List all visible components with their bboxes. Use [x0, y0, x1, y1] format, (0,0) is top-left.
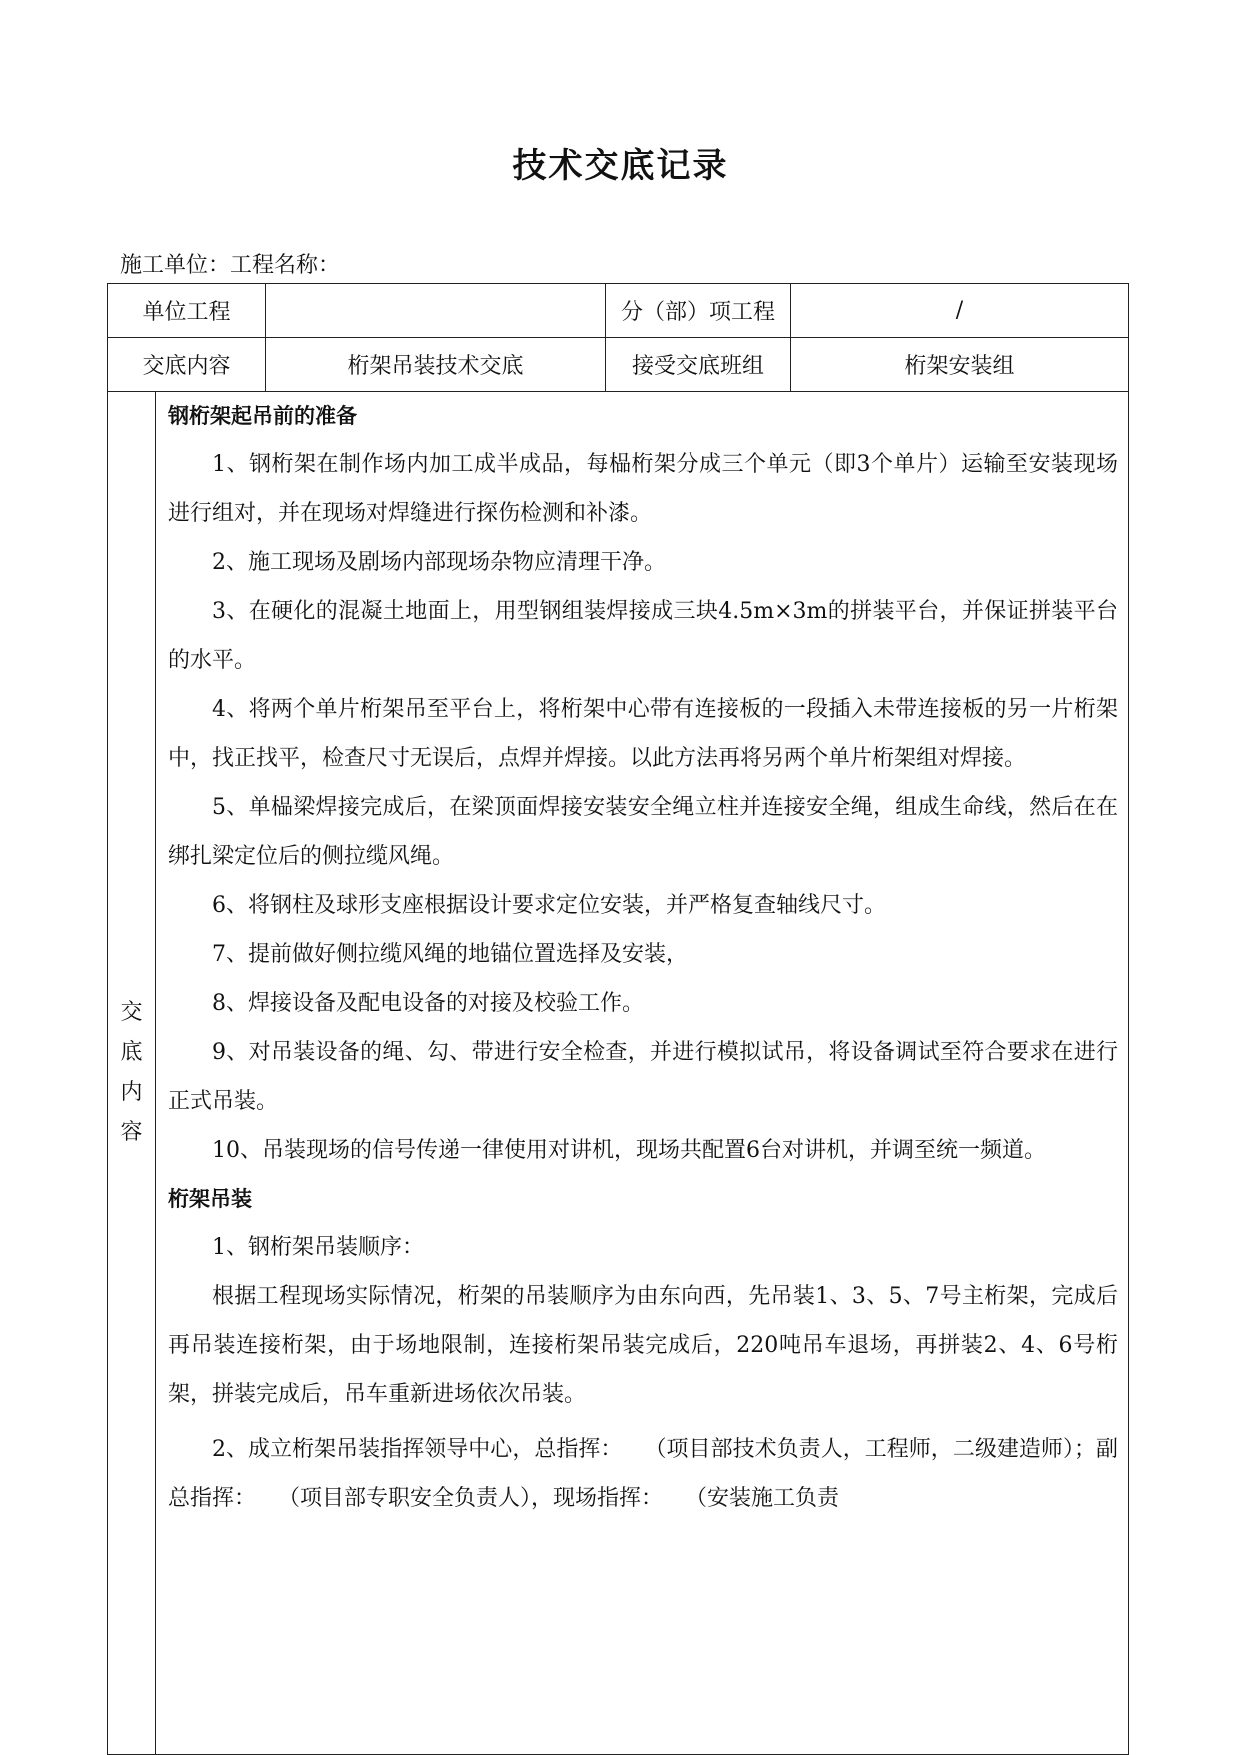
list-item: 2、施工现场及剧场内部现场杂物应清理干净。 — [212, 550, 666, 575]
list-item: 1、钢桁架吊装顺序： — [212, 1235, 424, 1260]
table-row-unit-project — [108, 284, 1129, 338]
paragraph-hoisting-order: 根据工程现场实际情况，桁架的吊装顺序为由东向西，先吊装1、3、5、7号主桁架，完成后再吊装连接桁架，由于场地限制，连接桁架吊装完成后，220吨吊车退场，再拼装2、4、6号桁架，拼装完成后，吊车重新进场依次吊装。 — [168, 1284, 1119, 1407]
label-receiving-team: 接受交底班组 — [606, 338, 791, 392]
section-heading-preparation: 钢桁架起吊前的准备 — [168, 404, 357, 428]
value-unit-project — [266, 284, 606, 338]
page-title: 技术交底记录 — [512, 146, 729, 186]
disclosure-content-body — [156, 392, 1129, 1755]
label-disclosure-content: 交底内容 — [108, 338, 266, 392]
list-item: 2、成立桁架吊装指挥领导中心，总指挥： （项目部技术负责人，工程师，二级建造师）；副总指挥： （项目部专职安全负责人），现场指挥： （安装施工负责 — [168, 1437, 1119, 1511]
list-item: 8、焊接设备及配电设备的对接及校验工作。 — [212, 991, 644, 1016]
label-unit-project: 单位工程 — [108, 284, 266, 338]
list-item: 3、在硬化的混凝土地面上，用型钢组装焊接成三块4.5m×3m的拼装平台，并保证拼装平台的水平。 — [168, 599, 1119, 673]
table-row-disclosure-content — [108, 338, 1129, 392]
value-disclosure-content: 桁架吊装技术交底 — [266, 338, 606, 392]
table-row-content-body — [108, 392, 1129, 1755]
section-heading-truss-hoisting: 桁架吊装 — [168, 1187, 252, 1211]
list-item: 5、单榀梁焊接完成后，在梁顶面焊接安装安全绳立柱并连接安全绳，组成生命线，然后在在绑扎梁定位后的侧拉缆风绳。 — [168, 795, 1119, 869]
value-subproject: / — [791, 284, 1129, 338]
side-char: 内 — [120, 1080, 143, 1105]
list-item: 6、将钢柱及球形支座根据设计要求定位安装，并严格复查轴线尺寸。 — [212, 893, 886, 918]
list-item: 7、提前做好侧拉缆风绳的地锚位置选择及安装， — [212, 942, 688, 967]
side-char: 交 — [120, 1000, 143, 1025]
list-item: 9、对吊装设备的绳、勾、带进行安全检查，并进行模拟试吊，将设备调试至符合要求在进行正式吊装。 — [168, 1040, 1119, 1114]
side-label-disclosure-content — [108, 392, 156, 1755]
value-receiving-team: 桁架安装组 — [791, 338, 1129, 392]
list-item: 4、将两个单片桁架吊至平台上，将桁架中心带有连接板的一段插入未带连接板的另一片桁架中，找正找平，检查尺寸无误后，点焊并焊接。以此方法再将另两个单片桁架组对焊接。 — [168, 697, 1119, 771]
construction-unit-project-name: 施工单位：工程名称： — [120, 253, 341, 278]
disclosure-record-table — [107, 283, 1129, 1755]
list-item: 1、钢桁架在制作场内加工成半成品，每榀桁架分成三个单元（即3个单片）运输至安装现场进行组对，并在现场对焊缝进行探伤检测和补漆。 — [168, 452, 1119, 526]
side-char: 底 — [120, 1040, 143, 1065]
label-subproject: 分（部）项工程 — [606, 284, 791, 338]
side-char: 容 — [120, 1120, 143, 1145]
list-item: 10、吊装现场的信号传递一律使用对讲机，现场共配置6台对讲机，并调至统一频道。 — [212, 1138, 1046, 1163]
